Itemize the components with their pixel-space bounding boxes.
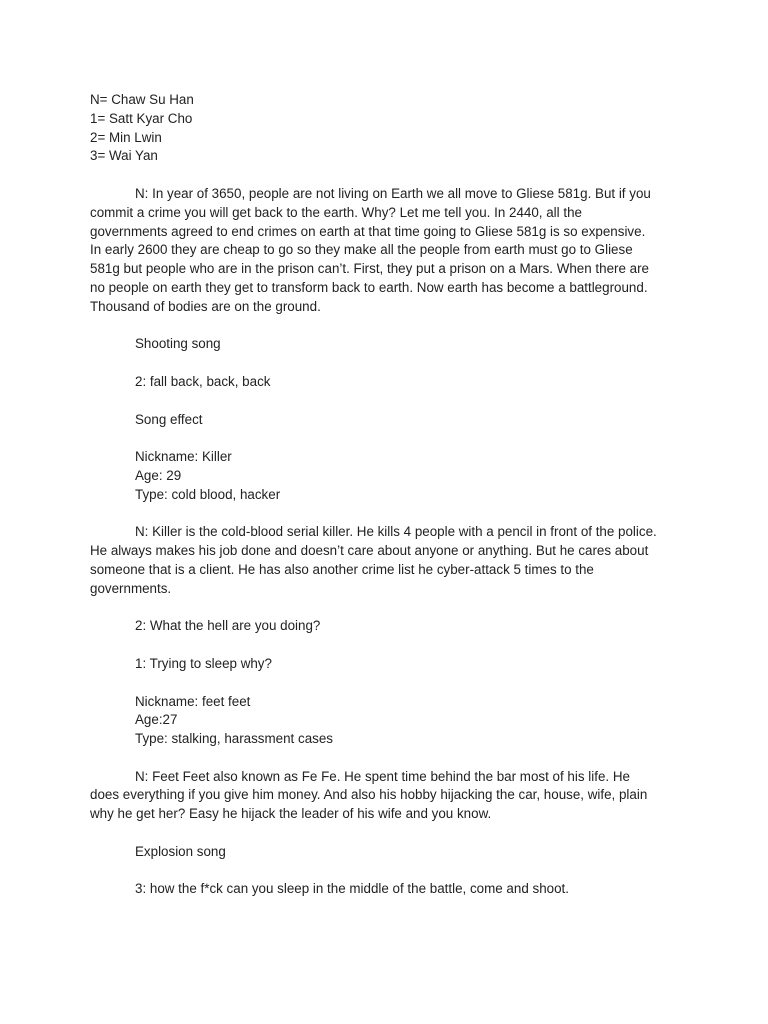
narration-line: commit a crime you will get back to the earth. Why? Let me tell you. In 2440, all the [90,204,582,220]
narration-line: N: Killer is the cold-blood serial killer. He kills 4 people with a pencil in front of the police. [135,524,657,540]
narration-line: governments. [90,580,172,596]
cast-narrator: N= Chaw Su Han [90,92,194,107]
killer-narration [90,523,690,598]
narration-line: someone that is a client. He has also another crime list he cyber-attack 5 times to the [90,561,594,577]
profile-nickname: Nickname: feet feet [135,693,251,709]
dialogue-what-doing: 2: What the hell are you doing? [135,618,321,634]
narration-line: does everything if you give him money. And also his hobby hijacking the car, house, wife, plain [90,787,648,803]
cast-character-1: 1= Satt Kyar Cho [90,110,193,126]
narration-line: governments agreed to end crimes on earth at that time going to Gliese 581g is so expensive. [90,223,646,239]
cast-character-2: 2= Min Lwin [90,129,162,145]
cast-character-3: 3= Wai Yan [90,148,158,164]
profile-nickname: Nickname: Killer [135,449,232,465]
profile-age: Age: 29 [135,467,182,483]
intro-narration [90,185,690,317]
cast-list [90,91,690,166]
profile-killer [90,448,690,504]
profile-age: Age:27 [135,712,178,728]
feet-narration [90,768,690,824]
script-body [90,91,690,899]
cue-shooting-song: Shooting song [135,336,221,352]
cue-explosion-song: Explosion song [135,843,226,859]
cue-song-effect: Song effect [135,411,203,427]
narration-line: N: In year of 3650, people are not living on Earth we all move to Gliese 581g. But if you [135,185,651,201]
dialogue-trying-sleep: 1: Trying to sleep why? [135,655,272,671]
narration-line: Thousand of bodies are on the ground. [90,298,321,314]
narration-line: why he get her? Easy he hijack the leader of his wife and you know. [90,806,492,822]
narration-line: N: Feet Feet also known as Fe Fe. He spent time behind the bar most of his life. He [135,768,630,784]
profile-type: Type: cold blood, hacker [135,486,281,502]
dialogue-fall-back: 2: fall back, back, back [135,373,271,389]
dialogue-how-sleep: 3: how the f*ck can you sleep in the middle of the battle, come and shoot. [135,881,569,897]
narration-line: He always makes his job done and doesn’t care about anyone or anything. But he cares about [90,543,649,559]
narration-line: 581g but people who are in the prison can’t. First, they put a prison on a Mars. When there are [90,261,650,277]
narration-line: In early 2600 they are cheap to go so they make all the people from earth must go to Gliese [90,242,633,258]
profile-feet [90,693,690,749]
narration-line: no people on earth they get to transform back to earth. Now earth has become a battleground. [90,279,648,295]
profile-type: Type: stalking, harassment cases [135,731,333,747]
